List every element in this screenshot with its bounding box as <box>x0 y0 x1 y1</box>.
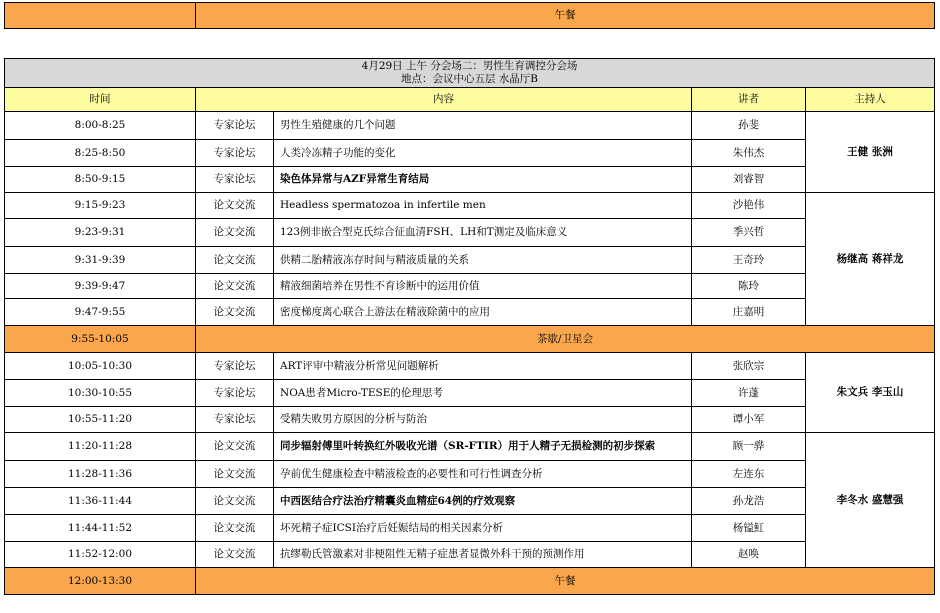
row-time: 9:47-9:55 <box>5 299 196 326</box>
table-row <box>5 542 935 568</box>
row-type: 论文交流 <box>196 219 274 247</box>
row-time: 8:50-9:15 <box>5 167 196 193</box>
row-speaker: 左连东 <box>692 461 806 488</box>
table-row <box>5 247 935 274</box>
row-speaker: 沙艳伟 <box>692 193 806 219</box>
row-title: NOA患者Micro-TESE的伦理思考 <box>274 380 692 407</box>
row-time: 9:31-9:39 <box>5 247 196 274</box>
row-time: 11:36-11:44 <box>5 488 196 515</box>
host-cell: 杨继高 蒋祥龙 <box>806 193 935 326</box>
row-title: 染色体异常与AZF异常生育结局 <box>274 167 692 193</box>
row-title: 人类冷冻精子功能的变化 <box>274 140 692 167</box>
lunch-label: 午餐 <box>196 568 935 595</box>
row-type: 论文交流 <box>196 433 274 461</box>
row-time: 10:30-10:55 <box>5 380 196 407</box>
row-time: 10:05-10:30 <box>5 353 196 380</box>
row-type: 专家论坛 <box>196 380 274 407</box>
row-title: 123例非嵌合型克氏综合征血清FSH、LH和T测定及临床意义 <box>274 219 692 247</box>
tea-break-label: 茶歇/卫星会 <box>196 326 935 353</box>
previous-section-table <box>4 2 935 29</box>
row-speaker: 王奇玲 <box>692 247 806 274</box>
row-title: 供精二胎精液冻存时间与精液质量的关系 <box>274 247 692 274</box>
row-type: 论文交流 <box>196 193 274 219</box>
header-host: 主持人 <box>806 88 935 112</box>
table-row <box>5 299 935 326</box>
row-speaker: 张欣宗 <box>692 353 806 380</box>
row-speaker: 顾一骅 <box>692 433 806 461</box>
row-title: ART评审中精液分析常见问题解析 <box>274 353 692 380</box>
host-cell: 朱文兵 李玉山 <box>806 353 935 433</box>
table-row <box>5 112 935 140</box>
tea-break-row <box>5 326 935 353</box>
schedule-table <box>4 58 935 595</box>
host-cell: 李冬水 盛慧强 <box>806 433 935 568</box>
row-type: 论文交流 <box>196 299 274 326</box>
row-time: 10:55-11:20 <box>5 407 196 433</box>
host-cell: 王健 张洲 <box>806 112 935 193</box>
table-row <box>5 140 935 167</box>
table-row <box>5 488 935 515</box>
row-time: 11:52-12:00 <box>5 542 196 568</box>
row-title: 受精失败男方原因的分析与防治 <box>274 407 692 433</box>
table-row <box>5 167 935 193</box>
row-type: 论文交流 <box>196 461 274 488</box>
row-type: 论文交流 <box>196 515 274 542</box>
row-speaker: 赵唤 <box>692 542 806 568</box>
table-row <box>5 461 935 488</box>
previous-lunch-label: 午餐 <box>196 3 935 29</box>
table-row <box>5 353 935 380</box>
row-speaker: 庄嘉明 <box>692 299 806 326</box>
table-row <box>5 219 935 247</box>
session-title-row <box>5 59 935 88</box>
tea-break-time: 9:55-10:05 <box>5 326 196 353</box>
table-row <box>5 407 935 433</box>
row-type: 论文交流 <box>196 488 274 515</box>
row-title: 同步辐射傅里叶转换红外吸收光谱（SR-FTIR）用于人精子无损检测的初步探索 <box>274 433 692 461</box>
row-type: 专家论坛 <box>196 112 274 140</box>
session-location: 地点：会议中心五层 水晶厅B <box>400 73 539 85</box>
row-speaker: 谭小军 <box>692 407 806 433</box>
row-time: 11:44-11:52 <box>5 515 196 542</box>
row-speaker: 季兴哲 <box>692 219 806 247</box>
row-type: 论文交流 <box>196 274 274 299</box>
row-title: 抗缪勒氏管激素对非梗阻性无精子症患者显微外科干预的预测作用 <box>274 542 692 568</box>
row-time: 11:20-11:28 <box>5 433 196 461</box>
row-time: 9:23-9:31 <box>5 219 196 247</box>
row-time: 8:25-8:50 <box>5 140 196 167</box>
row-speaker: 孙斐 <box>692 112 806 140</box>
row-type: 论文交流 <box>196 247 274 274</box>
row-type: 专家论坛 <box>196 140 274 167</box>
lunch-row <box>5 568 935 595</box>
row-type: 专家论坛 <box>196 353 274 380</box>
row-title: 男性生殖健康的几个问题 <box>274 112 692 140</box>
row-title: 坏死精子症ICSI治疗后妊娠结局的相关因素分析 <box>274 515 692 542</box>
row-time: 9:15-9:23 <box>5 193 196 219</box>
table-row <box>5 380 935 407</box>
table-row <box>5 274 935 299</box>
row-speaker: 朱伟杰 <box>692 140 806 167</box>
row-type: 专家论坛 <box>196 407 274 433</box>
session-title: 4月29日 上午 分会场二：男性生育调控分会场 <box>361 60 578 73</box>
table-row <box>5 515 935 542</box>
header-time: 时间 <box>5 88 196 112</box>
row-time: 11:28-11:36 <box>5 461 196 488</box>
header-speaker: 讲者 <box>692 88 806 112</box>
row-title: 密度梯度离心联合上游法在精液除菌中的应用 <box>274 299 692 326</box>
session-title-cell <box>5 59 935 88</box>
row-title: 精液细菌培养在男性不育诊断中的运用价值 <box>274 274 692 299</box>
row-time: 9:39-9:47 <box>5 274 196 299</box>
previous-lunch-time <box>5 3 196 29</box>
row-title: 中西医结合疗法治疗精囊炎血精症64例的疗效观察 <box>274 488 692 515</box>
table-row <box>5 193 935 219</box>
row-speaker: 刘睿智 <box>692 167 806 193</box>
row-title: 孕前优生健康检查中精液检查的必要性和可行性调查分析 <box>274 461 692 488</box>
row-title: Headless spermatozoa in infertile men <box>274 193 692 219</box>
row-speaker: 杨镒魟 <box>692 515 806 542</box>
lunch-time: 12:00-13:30 <box>5 568 196 595</box>
row-speaker: 陈玲 <box>692 274 806 299</box>
row-time: 8:00-8:25 <box>5 112 196 140</box>
header-content: 内容 <box>196 88 692 112</box>
row-speaker: 许蓬 <box>692 380 806 407</box>
row-type: 专家论坛 <box>196 167 274 193</box>
previous-lunch-row <box>5 3 935 29</box>
header-row <box>5 88 935 112</box>
row-speaker: 孙龙浩 <box>692 488 806 515</box>
table-row <box>5 433 935 461</box>
row-type: 论文交流 <box>196 542 274 568</box>
